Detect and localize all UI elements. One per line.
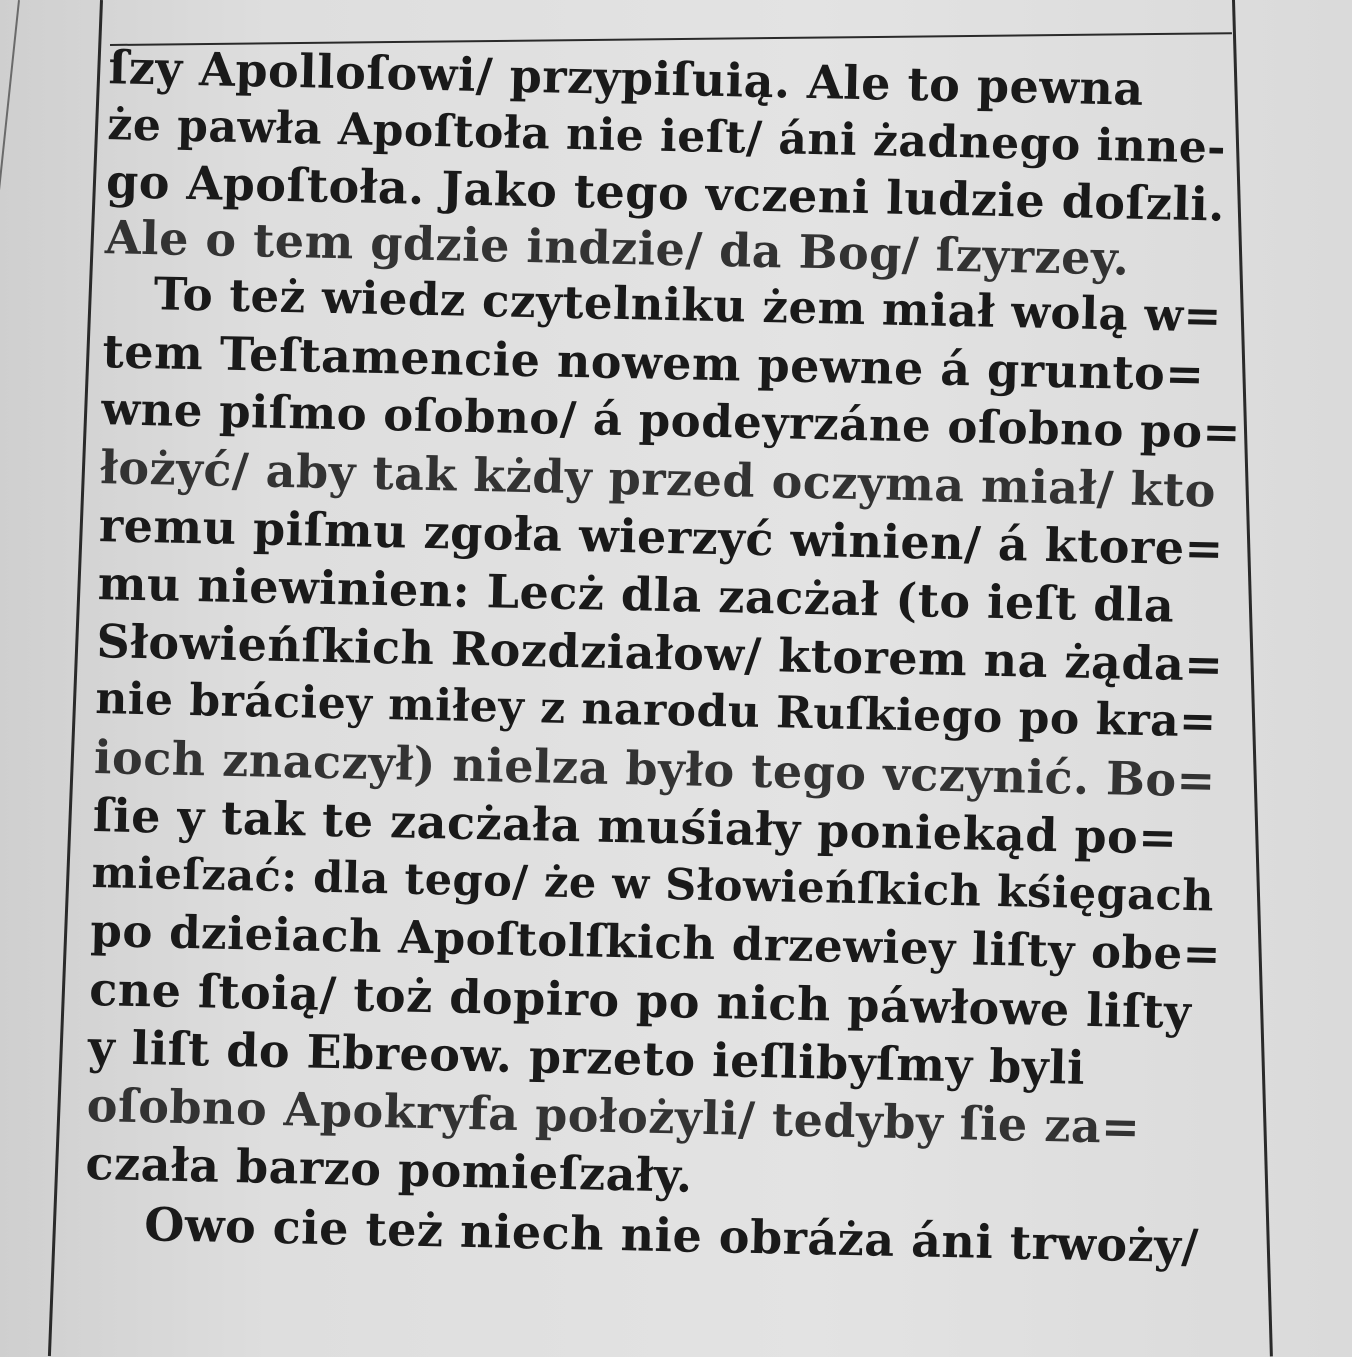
text-line-8: łożyć/ aby tak kżdy przed oczyma miał/ kto xyxy=(99,440,1217,518)
text-line-6: tem Teſtamencie nowem pewne á grunto= xyxy=(102,324,1205,402)
text-line-15: mieſzać: dla tego/ że w Słowieńſkich kśięgach xyxy=(91,848,1215,922)
text-line-14: ſie y tak te zacżała muśiały poniekąd po= xyxy=(92,788,1178,865)
text-line-12: nie bráciey miłey z narodu Ruſkiego po kra= xyxy=(94,673,1218,748)
text-line-21: Owo cie też niech nie obráża áni trwoży/ xyxy=(143,1197,1200,1274)
text-line-10: mu niewinien: Lecż dla zacżał (to ieſt dla xyxy=(97,556,1175,633)
text-line-5: To też wiedz czytelniku żem miał wolą w= xyxy=(153,267,1223,343)
text-line-18: y liſt do Ebreow. przeto ieſlibyſmy byli xyxy=(87,1019,1086,1095)
text-line-19: oſobno Apokryfa położyli/ tedyby ſie za= xyxy=(86,1077,1141,1155)
text-line-4: Ale o tem gdzie indzie/ da Bog/ ſzyrzey. xyxy=(104,210,1130,286)
text-line-9: remu piſmu zgoła wierzyć winien/ á ktore= xyxy=(98,498,1225,576)
text-line-2: że pawła Apoſtoła nie ieſt/ áni żadnego inne- xyxy=(106,99,1227,174)
text-line-1: ſzy Apolloſowi/ przypiſuią. Ale to pewna xyxy=(108,40,1145,116)
text-line-11: Słowieńſkich Rozdziałow/ ktorem na żąda= xyxy=(96,614,1224,692)
text-line-13: ioch znaczył) nielza było tego vczynić. Bo= xyxy=(93,730,1217,808)
text-line-16: po dzieiach Apoſtolſkich drzewiey liſty obe= xyxy=(89,904,1222,981)
outer-page-edge xyxy=(0,0,20,1350)
text-line-7: wne piſmo oſobno/ á podeyrzáne oſobno po= xyxy=(100,382,1242,459)
text-block xyxy=(72,0,1280,1357)
text-line-3: go Apoſtoła. Jako tego vczeni ludzie doſzli. xyxy=(105,154,1226,232)
text-line-20: czała barzo pomieſzały. xyxy=(85,1135,694,1203)
text-line-17: cne ſtoią/ toż dopiro po nich páwłowe liſty xyxy=(88,961,1192,1040)
